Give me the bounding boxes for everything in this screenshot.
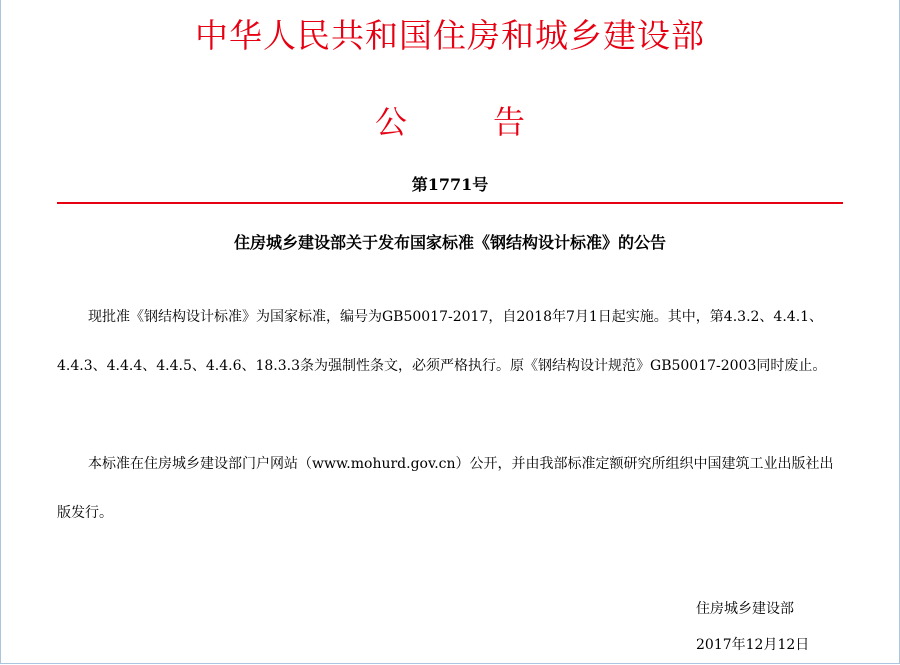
- body-paragraph-2: 本标准在住房城乡建设部门户网站（www.mohurd.gov.cn）公开，并由我部标准定额研究所组织中国建筑工业出版社出版发行。: [57, 456, 834, 521]
- notice-title: [0, 100, 900, 144]
- notice-title-part1: 公: [374, 103, 407, 141]
- body-paragraph-1: 现批准《钢结构设计标准》为国家标准，编号为GB50017-2017，自2018年7月1日起实施。其中，第4.3.2、4.4.1、4.4.3、4.4.4、4.4.5、4.4.6、18.3.3条为强制性条文，必须严格执行。原《钢结构设计规范》GB50017-2003同时废止。: [57, 309, 827, 374]
- issuer-heading: 中华人民共和国住房和城乡建设部: [195, 16, 705, 55]
- signature-date: 2017年12月12日: [696, 637, 810, 653]
- red-divider: [57, 202, 843, 204]
- notice-title-part2: 告: [493, 103, 526, 141]
- signature-organization: 住房城乡建设部: [696, 601, 794, 617]
- notice-headline: 住房城乡建设部关于发布国家标准《钢结构设计标准》的公告: [233, 233, 666, 252]
- document-number: 第1771号: [411, 175, 489, 194]
